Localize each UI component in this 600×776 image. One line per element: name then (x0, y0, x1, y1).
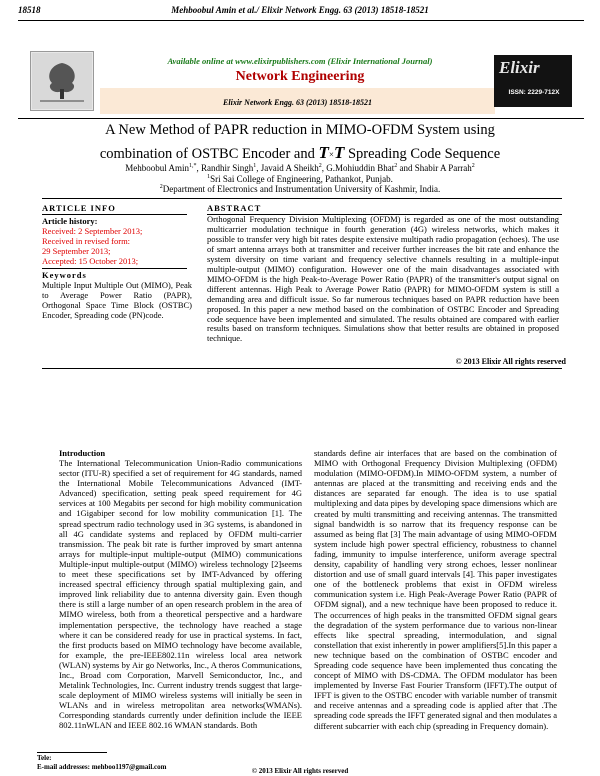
paper-title-line2 (0, 143, 600, 163)
author-5: and Shabir A Parrah (397, 163, 472, 173)
affiliation-1 (0, 174, 600, 184)
author-1: Mehboobul Amin (125, 163, 189, 173)
elixir-logo-text: Elixir (499, 58, 540, 77)
author-2-sup: 1 (253, 163, 257, 169)
title-t-right: T (333, 143, 345, 162)
author-1-sup: 1,* (188, 163, 197, 169)
body-column-left: The International Telecommunication Union-Radio communications sector (ITU-R) specified a set of requirement for 4G standards, named the International Mobile Telecommunications Advanced (IMT-Advanced) specification, setting peak speed requirement for 4G services at 100 Megabits per second for high mobility communication and 1Gigabiper second for low mobility communication [1]. The spread spectrum radio technology used in 3G systems, is abandoned in all 4G candidate systems and replaced by OFDM multi-carrier transmission. The peak bit rate is further improved by smart antenna arrays for multiple-input multiple-output (MIMO) communications Multiple-input multiple-output (MIMO) wireless technology [2]seems to meet these specifications set by IMT-Advanced by offering increased spectral efficiency through spatial multiplexing gain, and improved link reliability due to antenna diversity gain. Even though there is still a large number of an open research problem in the area of MIMO wireless, both from a theoretical perspective and a hardware implementation perspective, the technology have reached a stage where it can be considered ready for use in practical systems. In fact, the first products based on MIMO technology have become available, for example, the pre-IEEE802.11n wireless local area network (WLAN) systems by Air go Networks, Inc., A theros Communications, Inc., Broad com Corporation, Marvell Semiconductor, Inc., and Metalink Technologies, Inc. Current industry trends suggest that large-scale deployment of MIMO wireless systems will initially be seen in WLANs and in wireless metropolitan area networks(WMANs). Corresponding standards currently under definition include the IEEE 802.11nWLAN and IEEE 802.16 WMAN standards. Both (59, 458, 302, 731)
abstract-heading: ABSTRACT (207, 203, 262, 213)
title-prefix: combination of OSTBC Encoder and (99, 146, 319, 162)
author-4-sup: 2 (394, 163, 398, 169)
keywords-list: Multiple Input Multiple Out (MIMO), Peak to Average Power Ratio (PAPR), Orthogonal Space Time Block (OSTBC) Encoder, Spreading code (PN)code. (42, 280, 192, 320)
history-revised-label: Received in revised form: (42, 236, 131, 246)
history-revised-date: 29 September 2013; (42, 246, 111, 256)
citation-line: Elixir Network Engg. 63 (2013) 18518-18521 (223, 98, 372, 107)
masthead-rule (18, 118, 584, 119)
article-history-heading: Article history: (42, 216, 98, 226)
journal-name: Network Engineering (235, 69, 365, 84)
history-accepted: Accepted: 15 October 2013; (42, 256, 139, 266)
article-info-rule (42, 214, 187, 215)
abstract-copyright: © 2013 Elixir All rights reserved (455, 357, 566, 366)
affiliation-2-sup: 2 (159, 184, 163, 190)
author-2: , Randhir Singh (196, 163, 254, 173)
keywords-top-rule (42, 268, 187, 269)
article-info-heading: ARTICLE INFO (42, 203, 116, 213)
available-online-line: Available online at www.elixirpublishers.com (Elixir International Journal) (167, 56, 433, 66)
info-top-rule (42, 198, 562, 199)
paper-title-line1: A New Method of PAPR reduction in MIMO-OFDM System using (105, 122, 495, 138)
running-title: Mehboobul Amin et al./ Elixir Network Engg. 63 (2013) 18518-18521 (171, 5, 429, 15)
footnote-tele: Tele: (37, 754, 52, 762)
keywords-heading: Keywords (42, 270, 87, 280)
author-5-sup: 2 (471, 163, 475, 169)
author-list (0, 163, 600, 173)
introduction-heading: Introduction (59, 448, 106, 458)
footnote-rule (37, 752, 107, 753)
affiliation-1-sup: 1 (207, 174, 211, 180)
title-times-sign: × (328, 149, 334, 160)
affiliation-1-text: Sri Sai College of Engineering, Pathankot, Punjab. (210, 174, 393, 184)
body-column-right: standards define air interfaces that are based on the combination of MIMO with Orthogonal Frequency Division Multiplexing (OFDM) modulation (MIMO-OFDM).In MIMO-OFDM system, a number of antennas are placed at the transmitting and receiving ends and the distances are separated far enough. The idea is to use spatial multiplexing and data pipes by developing space dimensions which are created by multi transmitting and receiving antennas. The transmitted signal bandwidth is so narrow that its frequency response can be assumed as being flat [3] The main advantage of using MIMO-OFDM system include high power spectral efficiency, robustness to channel fading, immunity to impulse interference, uniform average spectral density, capability of handling very strong echoes, lesser nonlinear distortion and use of small guard intervals [4]. This paper investigates one of the bottleneck problems that exist in OFDM wireless communication system i.e. High Peak-Average Power Ratio (PAPR of OFDM signal), and a new technique have been proposed to reduce it. The occurrences of high peaks in the transmitted OFDM signal gears the degradation of the system performance due to various non-linear effects like spectral spreading, intermodulation, and signal constellation that exist inherently in power amplifiers[5].In this paper a new technique based on the combination of OSTBC encoder and Spreading code sequence have been implemented thus concating the concept of MIMO with DS-CDMA. The OFDM modulator has been implemented by Inverse Fast Fourier Transform (IFFT).The output of IFFT is given to the OSTBC encoder with variable number of transmit and receive antennas and a spreading code is applied after that .The spreading code spreads the IFFT generated signal and then modulates a different subcarrier with each chip (spreading in Frequency domain). (314, 448, 557, 731)
title-suffix: Spreading Code Sequence (344, 146, 501, 162)
history-received: Received: 2 September 2013; (42, 226, 143, 236)
issn-label: ISSN: 2229-712X (508, 89, 560, 96)
author-3-sup: 2 (318, 163, 322, 169)
abstract-text: Orthogonal Frequency Division Multiplexing (OFDM) is regarded as one of the most outstanding multicarrier modulation technique in fourth generation (4G) wireless networks, which makes it possible to transfer very high bit rates despite extensive multipath radio propagation (echoes). The use of smart antenna arrays both at transmitter and receiver further increases the bit rate and enhance the system diversity on time variant and frequency selective channels resulting in a multiple-input multiple-output (MIMO) configuration. However one of the main disadvantages associated with MIMO-OFDM is the high Peak-to-Average Power Ratio (PAPR) of the transmitter's output signal on different antennas. High Peak to Average Power Ratio (PAPR) for MIMO-OFDM system is still a demanding area and difficult issue. So far numerous techniques based on PAPR reduction have been proposed. In this paper a new method based on the combination of OSTBC Encoder and Spreading code sequence have been implemented and simulated. The results obtained are compared with earlier results based on transform techniques. Simulations show that better results are obtained in proposed technique. (207, 214, 559, 344)
page-number: 18518 (18, 5, 41, 15)
affiliation-2 (0, 184, 600, 194)
abstract-bottom-rule (42, 368, 562, 369)
header-rule (18, 20, 584, 21)
footnote-email: E-mail addresses: mehboo1197@gmail.com (37, 763, 167, 771)
author-4: , G.Mohiuddin Bhat (321, 163, 395, 173)
author-3: , Javaid A Sheikh (256, 163, 319, 173)
title-t-left: T (318, 143, 329, 162)
affiliation-2-text: Department of Electronics and Instrumentation University of Kashmir, India. (162, 184, 441, 194)
footer-copyright: © 2013 Elixir All rights reserved (251, 767, 349, 775)
